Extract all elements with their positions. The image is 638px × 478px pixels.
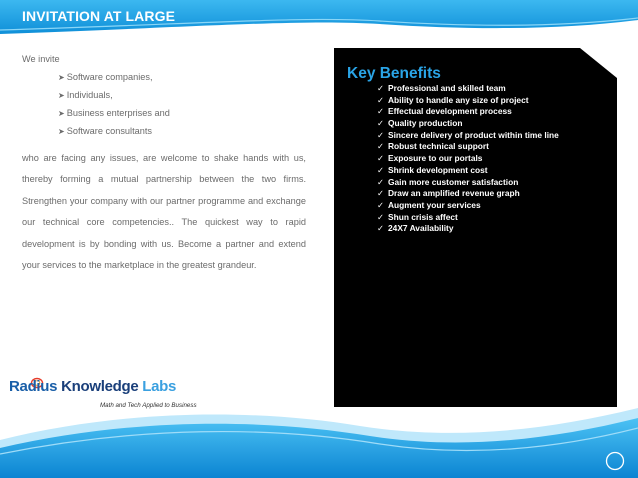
list-item	[58, 72, 306, 90]
list-item	[377, 141, 559, 153]
intro-text: We invite	[22, 54, 60, 64]
logo-tagline: Math and Tech Applied to Business	[100, 402, 197, 409]
check-icon: ✓	[377, 164, 385, 175]
list-item-text: Business enterprises and	[66, 108, 170, 118]
list-item-text: Augment your services	[388, 199, 481, 210]
arrow-bullet-icon: ➤	[58, 109, 65, 118]
benefits-list	[377, 83, 559, 235]
logo-word-knowledge: Knowledge	[61, 378, 139, 395]
list-item-text: Software companies,	[66, 72, 153, 82]
check-icon: ✓	[377, 188, 385, 199]
header-band	[0, 0, 638, 34]
list-item	[377, 188, 559, 200]
list-item	[377, 95, 559, 107]
list-item-text: Quality production	[388, 118, 463, 129]
invitation-text-column	[22, 54, 306, 276]
check-icon: ✓	[377, 141, 385, 152]
footer-waves	[0, 404, 638, 478]
logo-word-radius: Radius	[9, 378, 58, 395]
check-icon: ✓	[377, 153, 385, 164]
check-icon: ✓	[377, 211, 385, 222]
key-benefits-panel	[334, 48, 617, 407]
check-icon: ✓	[377, 176, 385, 187]
list-item-text: Shrink development cost	[388, 164, 488, 175]
list-item	[377, 165, 559, 177]
list-item-text: Exposure to our portals	[388, 153, 483, 164]
check-icon: ✓	[377, 199, 385, 210]
list-item-text: 24X7 Availability	[388, 223, 454, 234]
arrow-bullet-icon: ➤	[58, 127, 65, 136]
check-icon: ✓	[377, 106, 385, 117]
page-circle-icon	[605, 451, 625, 471]
list-item-text: Draw an amplified revenue graph	[388, 188, 520, 199]
page-title: INVITATION AT LARGE	[22, 8, 176, 24]
list-item-text: Shun crisis affect	[388, 211, 458, 222]
list-item-text: Gain more customer satisfaction	[388, 176, 519, 187]
list-item	[58, 108, 306, 126]
list-item-text: Sincere delivery of product within time line	[388, 129, 559, 140]
list-item-text: Individuals,	[66, 90, 113, 100]
arrow-bullet-icon: ➤	[58, 91, 65, 100]
check-icon: ✓	[377, 94, 385, 105]
check-icon: ✓	[377, 129, 385, 140]
list-item	[377, 153, 559, 165]
list-item	[377, 212, 559, 224]
list-item-text: Effectual development process	[388, 106, 512, 117]
list-item	[377, 106, 559, 118]
check-icon: ✓	[377, 223, 385, 234]
arrow-bullet-icon: ➤	[58, 73, 65, 82]
list-item	[377, 177, 559, 189]
list-item	[377, 83, 559, 95]
list-item-text: Professional and skilled team	[388, 83, 506, 93]
list-item-text: Robust technical support	[388, 141, 489, 152]
check-icon: ✓	[377, 83, 385, 93]
logo-word-labs: Labs	[142, 378, 177, 395]
invitee-list	[22, 72, 306, 144]
list-item	[58, 90, 306, 108]
list-item-text: Ability to handle any size of project	[388, 94, 529, 105]
list-item	[58, 126, 306, 144]
panel-title: Key Benefits	[347, 65, 441, 82]
invitation-paragraph: who are facing any issues, are welcome to shake hands with us, thereby forming a mutual partnership between the two firms. Strengthen your company with our partner programme and exchange our technical core competencies.. The quickest way to rapid development is by bonding with us. Become a partner and extend your services to the marketplace in the greatest grandeur.	[22, 153, 306, 271]
list-item-text: Software consultants	[66, 126, 152, 136]
list-item	[377, 223, 559, 235]
logo-wordmark	[9, 378, 176, 395]
list-item	[377, 200, 559, 212]
footer-background	[0, 404, 638, 478]
check-icon: ✓	[377, 118, 385, 129]
list-item	[377, 118, 559, 130]
list-item	[377, 130, 559, 142]
